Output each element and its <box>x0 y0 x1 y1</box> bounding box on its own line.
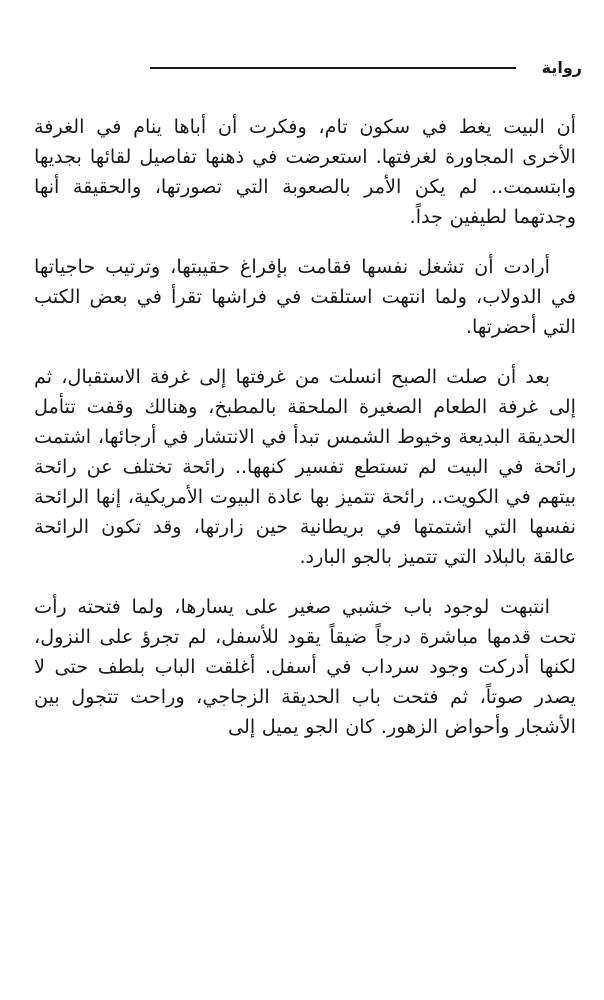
paragraph-4: انتبهت لوجود باب خشبي صغير على يسارها، ولما فتحته رأت تحت قدمها مباشرة درجاً ضيقاً يقود للأسفل، لم تجرؤ على النزول، لكنها أدركت وجود سرداب في أسفل. أغلقت الباب بلطف حتى لا يصدر صوتاً، ثم فتحت باب الحديقة الزجاجي، وراحت تتجول بين الأشجار وأحواض الزهور. كان الجو يميل إلى <box>34 595 576 738</box>
section-label: رواية <box>541 58 582 77</box>
paragraph-3: بعد أن صلت الصبح انسلت من غرفتها إلى غرفة الاستقبال، ثم إلى غرفة الطعام الصغيرة الملحقة بالمطبخ، وهنالك وقفت تتأمل الحديقة البديعة وخيوط الشمس تبدأ في الانتشار في أرجائها، اشتمت رائحة في البيت لم تستطع تفسير كنهها.. رائحة تختلف عن رائحة بيتهم في الكويت.. رائحة تتميز بها عادة البيوت الأمريكية، إنها الرائحة نفسها التي اشتمتها في بريطانية حين زارتها، وقد تكون الرائحة عالقة بالبلاد التي تتميز بالجو البارد. <box>34 365 576 568</box>
page-header <box>150 56 582 80</box>
paragraph-1: أن البيت يغط في سكون تام، وفكرت أن أباها ينام في الغرفة الأخرى المجاورة لغرفتها. استعرضت في ذهنها تفاصيل لقائها بجديها وابتسمت.. لم يكن الأمر بالصعوبة التي تصورتها، والحقيقة أنها وجدتهما لطيفين جداً. <box>34 115 576 228</box>
header-rule <box>150 67 516 69</box>
paragraph-2: أرادت أن تشغل نفسها فقامت بإفراغ حقيبتها، وترتيب حاجياتها في الدولاب، ولما انتهت استلقت في فراشها تقرأ في بعض الكتب التي أحضرتها. <box>34 255 576 338</box>
body-text <box>34 112 576 762</box>
